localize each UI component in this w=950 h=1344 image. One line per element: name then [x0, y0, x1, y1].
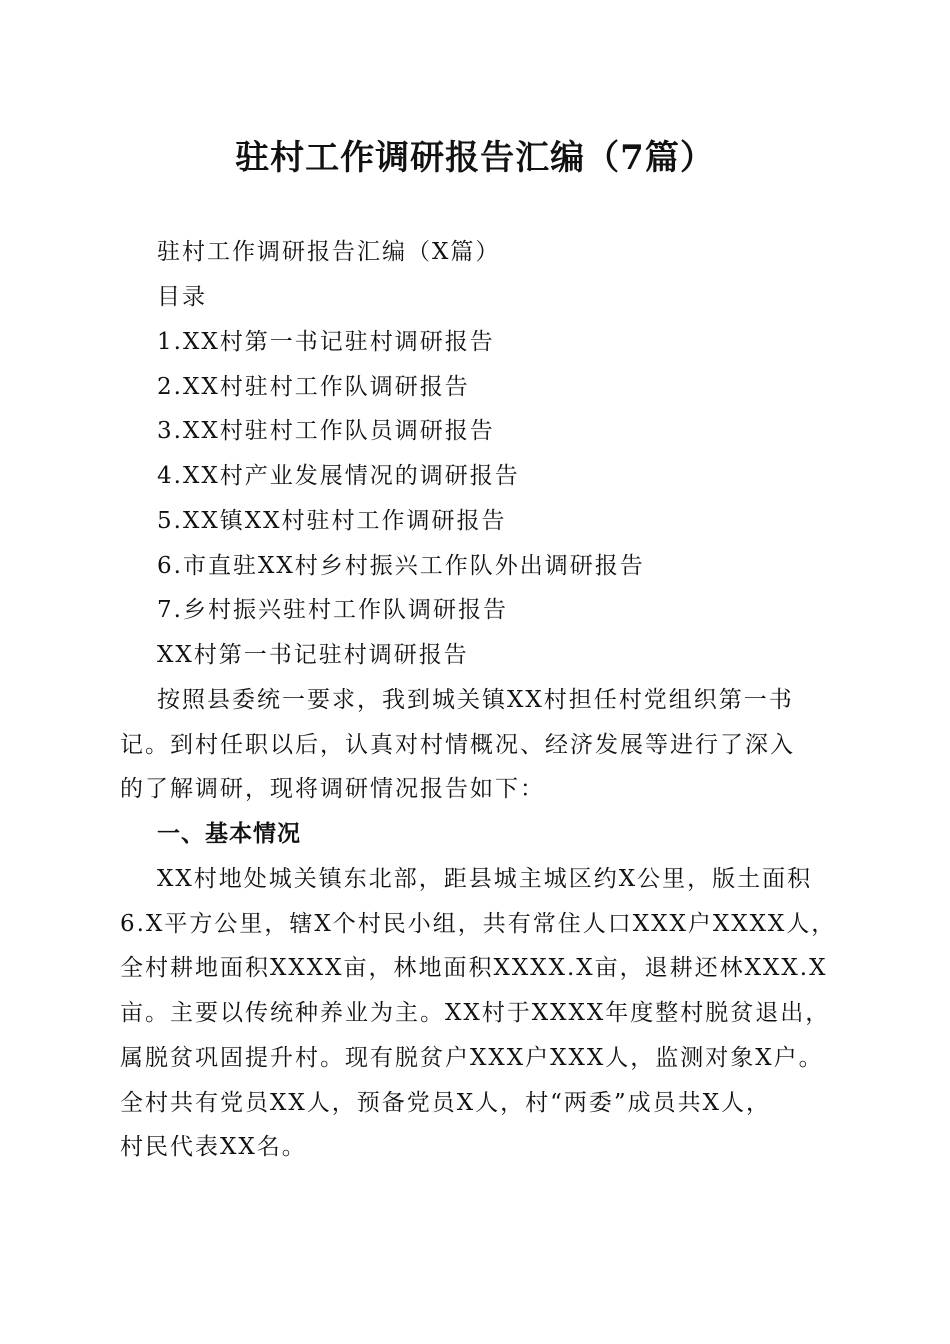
section-line: 亩。主要以传统种养业为主。XX村于XXXX年度整村脱贫退出， [120, 1000, 831, 1026]
toc-item: 4.XX村产业发展情况的调研报告 [157, 463, 520, 489]
section-line: 全村共有党员XX人，预备党员X人，村“两委”成员共X人， [120, 1090, 772, 1116]
toc-item: 3.XX村驻村工作队员调研报告 [157, 418, 495, 444]
article-title: XX村第一书记驻村调研报告 [157, 642, 469, 668]
section-line: XX村地处城关镇东北部，距县城主城区约X公里，版土面积 [157, 866, 813, 892]
toc-item: 5.XX镇XX村驻村工作调研报告 [157, 508, 507, 534]
intro-line: 按照县委统一要求，我到城关镇XX村担任村党组织第一书 [157, 687, 794, 713]
toc-item: 6.市直驻XX村乡村振兴工作队外出调研报告 [157, 553, 645, 579]
toc-item: 7.乡村振兴驻村工作队调研报告 [157, 597, 508, 623]
toc-item: 1.XX村第一书记驻村调研报告 [157, 329, 495, 355]
section-line: 6.X平方公里，辖X个村民小组，共有常住人口XXX户XXXX人， [120, 911, 837, 937]
intro-line: 记。到村任职以后，认真对村情概况、经济发展等进行了深入 [120, 732, 795, 758]
toc-item: 2.XX村驻村工作队调研报告 [157, 374, 470, 400]
toc-label: 目录 [157, 284, 207, 310]
intro-line: 的了解调研，现将调研情况报告如下： [120, 776, 545, 802]
section-line: 全村耕地面积XXXX亩，林地面积XXXX.X亩，退耕还林XXX.X [120, 955, 828, 981]
section-line: 村民代表XX名。 [120, 1134, 307, 1160]
document-title: 驻村工作调研报告汇编（7篇） [235, 138, 715, 178]
document-subtitle: 驻村工作调研报告汇编（X篇） [157, 239, 501, 265]
section-heading: 一、基本情况 [157, 821, 301, 847]
section-line: 属脱贫巩固提升村。现有脱贫户XXX户XXX人，监测对象X户。 [120, 1045, 824, 1071]
